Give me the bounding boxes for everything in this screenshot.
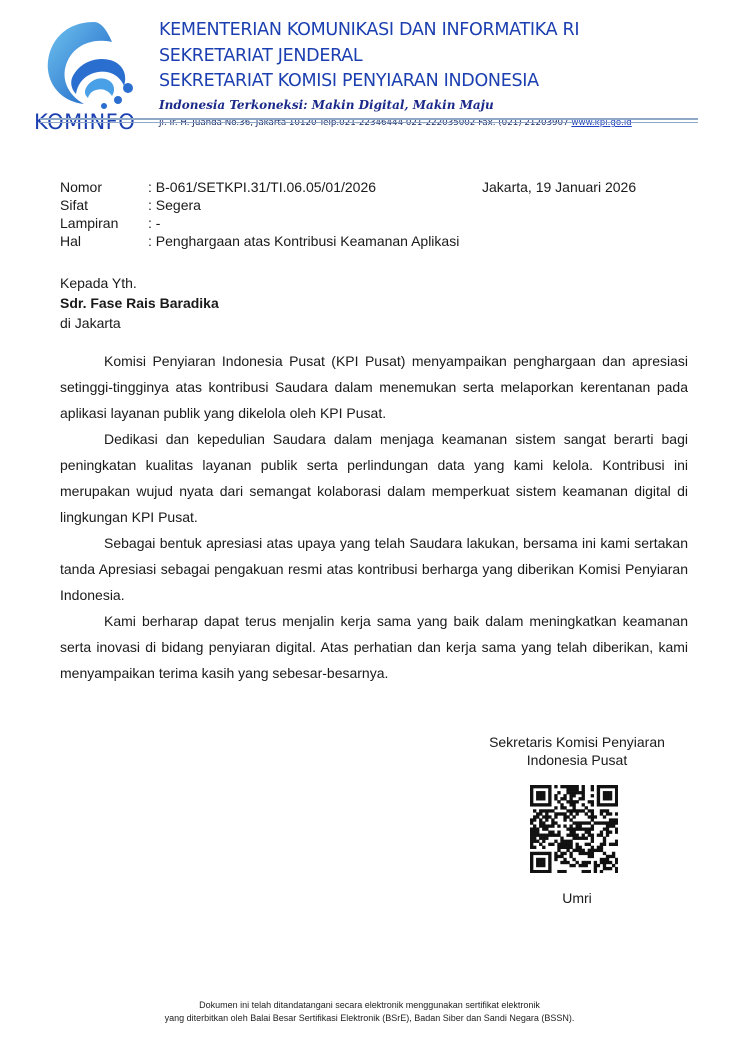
lampiran-value: : - [148,215,161,231]
letterhead-secretariat: SEKRETARIAT JENDERAL [159,46,363,66]
letterhead-kpi: SEKRETARIAT KOMISI PENYIARAN INDONESIA [159,71,539,91]
body-paragraph-3: Sebagai bentuk apresiasi atas upaya yang telah Saudara lakukan, bersama ini kami sertakan tanda Apresiasi sebagai pengakuan resmi atas kontribusi berharga yang diberikan Komisi Penyiaran Indonesia. [60,535,688,603]
recipient-name: Sdr. Fase Rais Baradika [60,295,219,311]
address-text: Jl. Ir. H. Juanda No.36, Jakarta 10120 Telp.021-22346444 021-222035002 Fax. (021) 21203907 [159,118,569,128]
body-paragraph-1: Komisi Penyiaran Indonesia Pusat (KPI Pusat) menyampaikan penghargaan dan apresiasi setinggi-tingginya atas kontribusi Saudara dalam menemukan serta melaporkan kerentanan pada aplikasi layanan publik yang dikelola oleh KPI Pusat. [60,353,688,421]
hal-label: Hal [60,233,82,249]
header-rule-thin [40,122,698,123]
letterhead-tagline: Indonesia Terkoneksi: Makin Digital, Makin Maju [159,98,494,112]
signatory-title-1: Sekretaris Komisi Penyiaran [489,734,665,750]
lampiran-label: Lampiran [60,215,119,231]
letterhead-ministry: KEMENTERIAN KOMUNIKASI DAN INFORMATIKA RI [159,20,580,40]
recipient-greeting: Kepada Yth. [60,275,137,291]
letter-date: Jakarta, 19 Januari 2026 [482,179,637,195]
body-paragraph-4: Kami berharap dapat terus menjalin kerja sama yang baik dalam meningkatkan keamanan serta inovasi di bidang penyiaran digital. Atas perhatian dan kerja sama yang telah diberikan, kami menyampaikan terima kasih yang sebesar-besarnya. [60,613,688,681]
nomor-label: Nomor [60,179,103,195]
kominfo-logo-icon [32,16,152,116]
qr-code-icon [530,785,618,873]
qr-code [530,785,618,873]
footer-line-2: yang diterbitkan oleh Balai Besar Sertifikasi Elektronik (BSrE), Badan Siber dan Sandi Negara (BSSN). [164,1013,575,1023]
hal-value: : Penghargaan atas Kontribusi Keamanan Aplikasi [148,233,460,249]
body-paragraph-2: Dedikasi dan kepedulian Saudara dalam menjaga keamanan sistem sangat berarti bagi peningkatan kualitas layanan publik serta perlindungan data yang kami kelola. Kontribusi ini merupakan wujud nyata dari semangat kolaborasi dalam memperkuat sistem keamanan digital di lingkungan KPI Pusat. [60,431,688,525]
recipient-location: di Jakarta [60,315,121,331]
sifat-label: Sifat [60,197,89,213]
nomor-value: : B-061/SETKPI.31/TI.06.05/01/2026 [148,179,377,195]
header-rule [40,118,698,120]
footer-line-1: Dokumen ini telah ditandatangani secara elektronik menggunakan sertifikat elektronik [199,1000,540,1010]
signatory-title-2: Indonesia Pusat [526,752,628,768]
sifat-value: : Segera [148,197,201,213]
signatory-name: Umri [562,890,592,906]
website-link[interactable]: www.kpi.go.id [571,118,632,128]
logo-wordmark: KOMINFO [34,110,136,134]
